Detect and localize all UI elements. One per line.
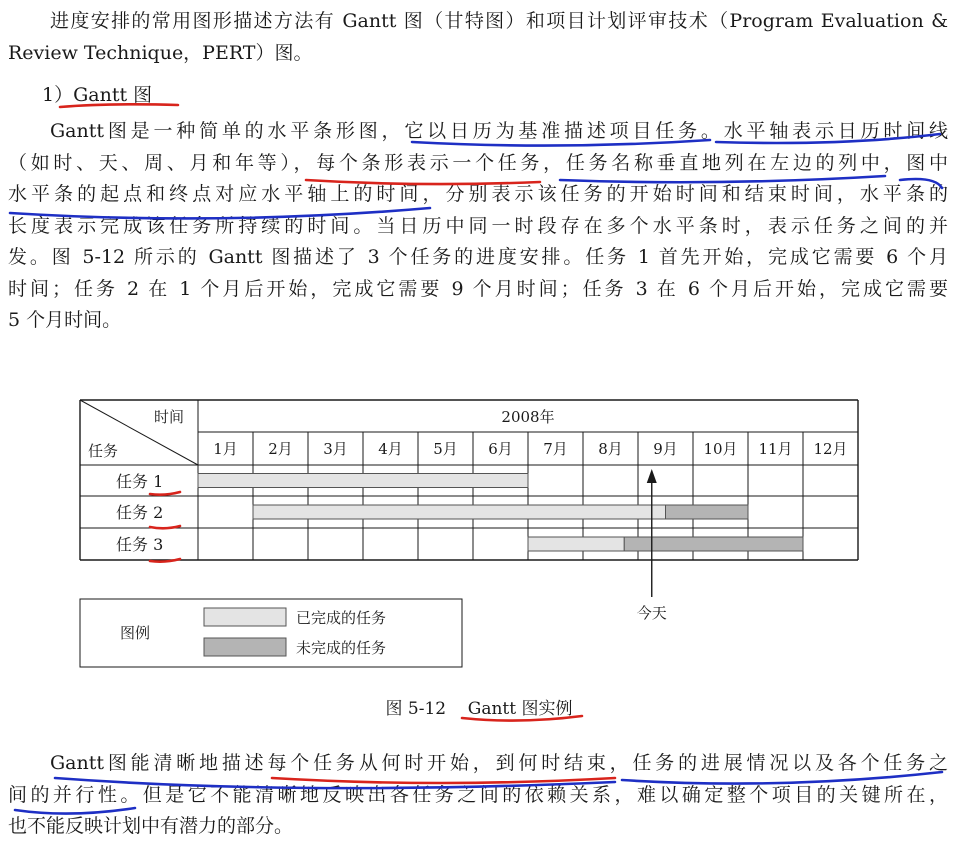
chart-legend — [80, 599, 462, 667]
year-header: 2008年 — [501, 408, 555, 426]
legend-swatch-incomplete — [204, 638, 286, 656]
intro-paragraph — [8, 6, 948, 69]
task-name: 任务 1 — [116, 472, 164, 491]
eval-line-2: 间的并行性。但是它不能清晰地反映出各任务之间的依赖关系，难以确定整个项目的关键所在， — [8, 783, 948, 806]
task-bar-completed — [198, 474, 528, 488]
task-names — [116, 472, 163, 554]
month-header: 6月 — [488, 440, 513, 458]
month-header: 7月 — [543, 440, 568, 458]
desc-line-6: 时间；任务 2 在 1 个月后开始，完成它需要 9 个月时间；任务 3 在 6 个月后开始，完成它需要 — [8, 277, 948, 300]
task-bar-incomplete — [666, 505, 749, 519]
task-bar-completed — [528, 537, 624, 551]
figure-number: 图 5-12 — [385, 699, 447, 719]
month-header: 2月 — [268, 440, 293, 458]
month-header: 12月 — [813, 440, 848, 458]
corner-label-task: 任务 — [88, 442, 119, 460]
today-label: 今天 — [636, 604, 667, 622]
intro-line-2: Review Technique，PERT）图。 — [8, 41, 313, 64]
month-header: 5月 — [433, 440, 458, 458]
month-header: 1月 — [213, 440, 238, 458]
gantt-description-paragraph — [8, 116, 948, 337]
legend-swatch-completed — [204, 608, 286, 626]
task-name: 任务 2 — [116, 503, 164, 522]
month-header: 11月 — [758, 440, 793, 458]
figure-title: Gantt 图实例 — [467, 699, 573, 719]
today-arrowhead — [647, 469, 657, 483]
month-header: 8月 — [598, 440, 623, 458]
corner-label-time: 时间 — [154, 408, 185, 426]
month-header: 9月 — [653, 440, 678, 458]
desc-line-1: Gantt图是一种简单的水平条形图，它以日历为基准描述项目任务。水平轴表示日历时间线 — [50, 120, 948, 142]
task-name: 任务 3 — [116, 535, 164, 554]
desc-line-4: 长度表示完成该任务所持续的时间。当日历中同一时段存在多个水平条时，表示任务之间的并 — [8, 214, 948, 237]
eval-line-1: Gantt图能清晰地描述每个任务从何时开始，到何时结束，任务的进展情况以及各个任务之 — [50, 752, 948, 774]
eval-line-3: 也不能反映计划中有潜力的部分。 — [8, 815, 294, 837]
desc-line-7: 5 个月时间。 — [8, 309, 122, 331]
legend-label-incomplete: 未完成的任务 — [296, 639, 387, 657]
legend-title: 图例 — [120, 624, 151, 642]
gantt-chart — [0, 392, 958, 692]
desc-line-2: （如时、天、周、月和年等），每个条形表示一个任务，任务名称垂直地列在左边的列中，图中 — [8, 151, 948, 174]
task-bar-completed — [253, 505, 666, 519]
desc-line-3: 水平条的起点和终点对应水平轴上的时间，分别表示该任务的开始时间和结束时间，水平条的 — [8, 183, 948, 205]
legend-label-completed: 已完成的任务 — [296, 609, 387, 627]
intro-line-1: 进度安排的常用图形描述方法有 Gantt 图（甘特图）和项目计划评审技术（Program Evaluation & — [50, 10, 948, 32]
gantt-evaluation-paragraph — [8, 748, 948, 843]
section-heading-gantt: 1）Gantt 图 — [42, 84, 153, 106]
figure-caption — [0, 694, 958, 719]
month-header: 10月 — [703, 440, 738, 458]
task-bars — [198, 474, 803, 552]
month-header: 3月 — [323, 440, 348, 458]
desc-line-5: 发。图 5-12 所示的 Gantt 图描述了 3 个任务的进度安排。任务 1 首先开始，完成它需要 6 个月 — [8, 246, 948, 268]
month-header: 4月 — [378, 440, 403, 458]
